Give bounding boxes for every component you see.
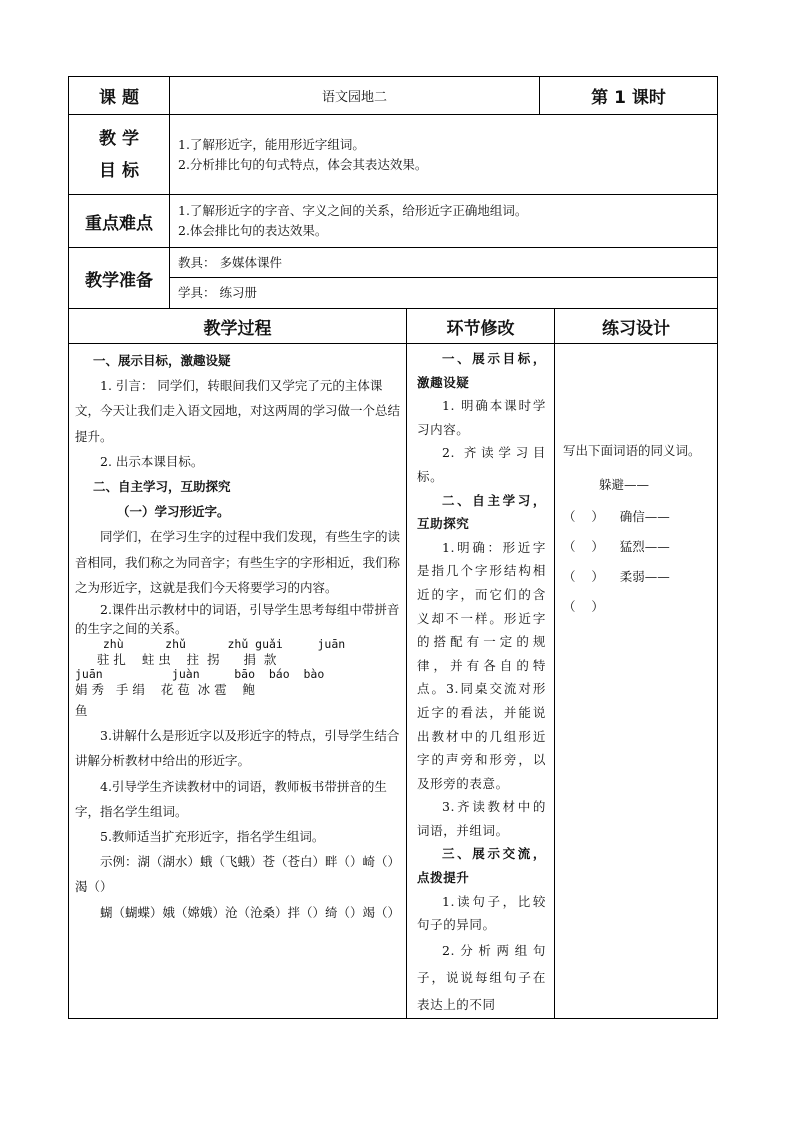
key-points-content bbox=[170, 195, 718, 248]
exercise-row: （ ） 柔弱—— bbox=[563, 569, 670, 584]
process-heading-2: 二、自主学习，互助探究 bbox=[93, 479, 231, 495]
revision-heading-2: 二、自主学习，互助探究 bbox=[417, 492, 546, 532]
key-point-item: 2.体会排比句的表达效果。 bbox=[178, 223, 328, 238]
revision-paragraph: 1. 明确本课时学习内容。 bbox=[417, 398, 546, 437]
process-heading-3: （一）学习形近字。 bbox=[117, 504, 230, 520]
goals-label-line1: 教 学 bbox=[99, 128, 139, 149]
process-table bbox=[68, 308, 718, 1019]
process-paragraph: 1. 引言： 同学们，转眼间我们又学完了元的主体课文，今天让我们走入语文园地，对这两周的学习做一个总结提升。 bbox=[75, 378, 401, 444]
key-point-item: 1.了解形近字的字音、字义之间的关系，给形近字正确地组词。 bbox=[178, 203, 528, 218]
period-label: 第 1 课时 bbox=[540, 77, 718, 115]
exercise-intro: 写出下面词语的同义词。 bbox=[563, 443, 701, 458]
exercise-word: 躲避—— bbox=[599, 477, 650, 492]
student-tools: 学具： 练习册 bbox=[170, 278, 718, 309]
exercise-row: （ ） 猛烈—— bbox=[563, 539, 670, 554]
process-header: 教学过程 bbox=[69, 309, 407, 344]
revision-paragraph: 1.明确：形近字是指几个字形结构相近的字，而它们的含义却不一样。形近字的搭配有一定的规律，并有各自的特点。3.同桌交流对形近字的看法，并能说出教材中的几组形近字的声旁和形旁，以及形旁的表意。 bbox=[417, 539, 546, 791]
process-paragraph: 4.引导学生齐读教材中的词语，教师板书带拼音的生字，指名学生组词。 bbox=[75, 778, 387, 819]
exercise-header: 练习设计 bbox=[555, 309, 718, 344]
process-paragraph: 蝴（蝴蝶）娥（嫦娥）沧（沧桑）拌（）绮（）竭（） bbox=[100, 904, 401, 920]
goals-label-line2: 目 标 bbox=[99, 160, 139, 181]
process-paragraph: 同学们，在学习生字的过程中我们发现，有些生字的读音相同，我们称之为同音字；有些生字的字形相近，我们称之为形近字，这就是我们今天将要学习的内容。 bbox=[75, 529, 401, 595]
pinyin-line: zhù zhǔ zhǔ guǎi juān bbox=[89, 637, 346, 652]
revision-paragraph: 2.分析两组句子，说说每组句子在表达上的不同 bbox=[417, 942, 546, 1012]
process-paragraph: 鱼 bbox=[75, 703, 88, 719]
process-paragraph: 示例：湖（湖水）蛾（飞蛾）苍（苍白）畔（）崎（）渴（） bbox=[75, 854, 401, 895]
exercise-row: （ ） bbox=[563, 599, 604, 614]
pinyin-words: 娟 秀 手 绢 花 苞 冰 雹 鲍 bbox=[75, 682, 256, 698]
revision-content bbox=[407, 344, 555, 1019]
header-table bbox=[68, 76, 718, 309]
process-paragraph: 2.课件出示教材中的词语，引导学生思考每组中带拼音的生字之间的关系。 bbox=[75, 602, 400, 637]
process-paragraph: 5.教师适当扩充形近字，指名学生组词。 bbox=[100, 829, 325, 845]
revision-paragraph: 2. 齐读学习目标。 bbox=[417, 445, 546, 484]
lesson-plan-table bbox=[68, 76, 717, 1019]
key-points-label: 重点难点 bbox=[69, 195, 170, 248]
preparation-label: 教学准备 bbox=[69, 248, 170, 309]
process-paragraph: 2. 出示本课目标。 bbox=[100, 453, 204, 469]
exercise-row: （ ） 确信—— bbox=[563, 509, 670, 524]
process-content bbox=[69, 344, 407, 1019]
revision-paragraph: 3.齐读教材中的词语，并组词。 bbox=[417, 799, 546, 838]
goal-item: 2.分析排比句的句式特点，体会其表达效果。 bbox=[178, 156, 428, 172]
topic-value: 语文园地二 bbox=[170, 77, 540, 115]
process-paragraph: 3.讲解什么是形近字以及形近字的特点，引导学生结合讲解分析教材中给出的形近字。 bbox=[75, 728, 400, 769]
exercise-content bbox=[555, 344, 718, 1019]
pinyin-line: juān juàn bāo báo bào bbox=[75, 667, 325, 682]
process-heading-1: 一、展示目标，激趣设疑 bbox=[93, 353, 231, 368]
pinyin-words: 驻 扎 蛀 虫 拄 拐 捐 款 bbox=[89, 652, 277, 668]
goals-label bbox=[69, 115, 170, 195]
topic-label: 课 题 bbox=[69, 77, 170, 115]
revision-heading-1: 一、展示目标，激趣设疑 bbox=[417, 351, 546, 390]
revision-header: 环节修改 bbox=[407, 309, 555, 344]
revision-paragraph: 1.读句子，比较句子的异同。 bbox=[417, 893, 546, 933]
revision-heading-3: 三、展示交流，点拨提升 bbox=[417, 846, 546, 886]
teacher-tools: 教具： 多媒体课件 bbox=[170, 248, 718, 278]
goals-content bbox=[170, 115, 718, 195]
goal-item: 1.了解形近字，能用形近字组词。 bbox=[178, 136, 365, 152]
